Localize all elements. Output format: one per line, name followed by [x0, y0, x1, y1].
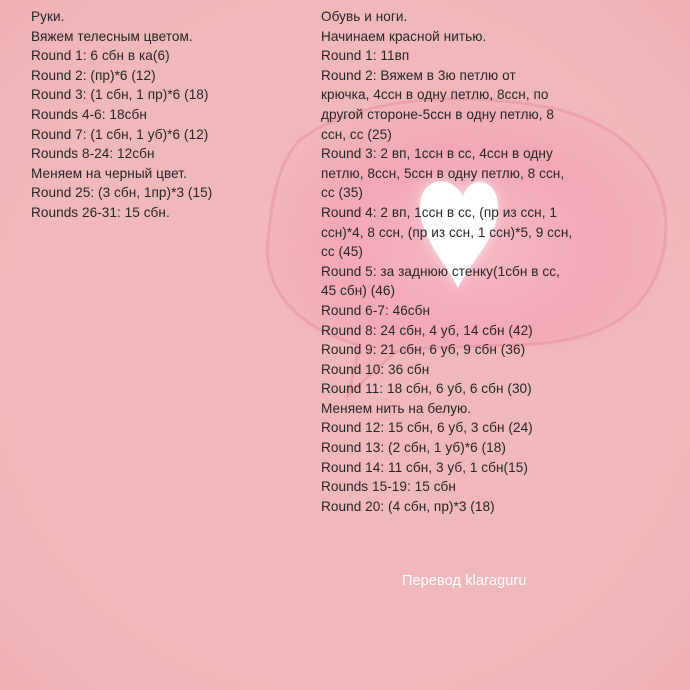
arms-round-line: Round 3: (1 сбн, 1 пр)*6 (18) [31, 87, 209, 103]
arms-round-line: Rounds 4-6: 18сбн [31, 106, 147, 122]
feet-round-line: Round 5: за заднюю стенку(1сбн в сс, [321, 263, 560, 279]
feet-round-line: Round 11: 18 сбн, 6 уб, 6 сбн (30) [321, 381, 532, 397]
feet-round-line: 45 сбн) (46) [321, 283, 396, 299]
feet-round-line: Round 12: 15 сбн, 6 уб, 3 сбн (24) [321, 420, 533, 436]
feet-round-line: крючка, 4ссн в одну петлю, 8ссн, по [321, 87, 549, 103]
arms-round-line: Round 1: 6 сбн в ка(6) [31, 48, 170, 64]
arms-instruction: Вяжем телесным цветом. [31, 28, 193, 44]
arms-round-line: Round 7: (1 сбн, 1 уб)*6 (12) [31, 126, 209, 142]
feet-round-line: Round 1: 11вп [321, 48, 410, 64]
feet-round-line: сс (35) [321, 185, 363, 201]
feet-round-line: петлю, 8ссн, 5ссн в одну петлю, 8 ссн, [321, 165, 565, 181]
arms-round-line: Round 25: (3 сбн, 1пр)*3 (15) [31, 185, 213, 201]
feet-round-line: Round 9: 21 сбн, 6 уб, 9 сбн (36) [321, 342, 526, 358]
arms-round-line: Round 2: (пр)*6 (12) [31, 67, 156, 83]
arms-title: Руки. [31, 9, 65, 24]
feet-round-line: Round 20: (4 сбн, пр)*3 (18) [321, 498, 495, 514]
arms-instruction: Меняем на черный цвет. [31, 165, 187, 181]
feet-round-line: Round 14: 11 сбн, 3 уб, 1 сбн(15) [321, 459, 528, 475]
feet-round-line: Round 3: 2 вп, 1ссн в сс, 4ссн в одну [321, 146, 553, 162]
feet-round-line: другой стороне-5ссн в одну петлю, 8 [321, 106, 554, 122]
feet-round-line: ссн)*4, 8 ссн, (пр из ссн, 1 ссн)*5, 9 ссн, [321, 224, 573, 240]
arms-pattern [31, 7, 212, 223]
arms-round-line: Rounds 8-24: 12сбн [31, 146, 155, 162]
arms-round-line: Rounds 26-31: 15 сбн. [31, 204, 170, 220]
feet-round-line: Round 6-7: 46сбн [321, 302, 431, 318]
feet-round-line: Round 10: 36 сбн [321, 361, 430, 377]
feet-round-line: Round 8: 24 сбн, 4 уб, 14 сбн (42) [321, 322, 533, 338]
feet-title: Обувь и ноги. [321, 9, 408, 24]
feet-round-line: Round 2: Вяжем в 3ю петлю от [321, 67, 516, 83]
feet-round-line: ссн, сс (25) [321, 126, 392, 142]
translation-credit: Перевод klaraguru [402, 573, 527, 589]
feet-round-line: Round 13: (2 сбн, 1 уб)*6 (18) [321, 440, 506, 456]
feet-instruction: Меняем нить на белую. [321, 400, 472, 416]
feet-round-line: Rounds 15-19: 15 сбн [321, 479, 456, 495]
feet-round-line: Round 4: 2 вп, 1ссн в сс, (пр из ссн, 1 [321, 204, 557, 220]
feet-instruction: Начинаем красной нитью. [321, 28, 487, 44]
feet-round-line: сс (45) [321, 244, 363, 260]
feet-legs-pattern [321, 7, 572, 516]
